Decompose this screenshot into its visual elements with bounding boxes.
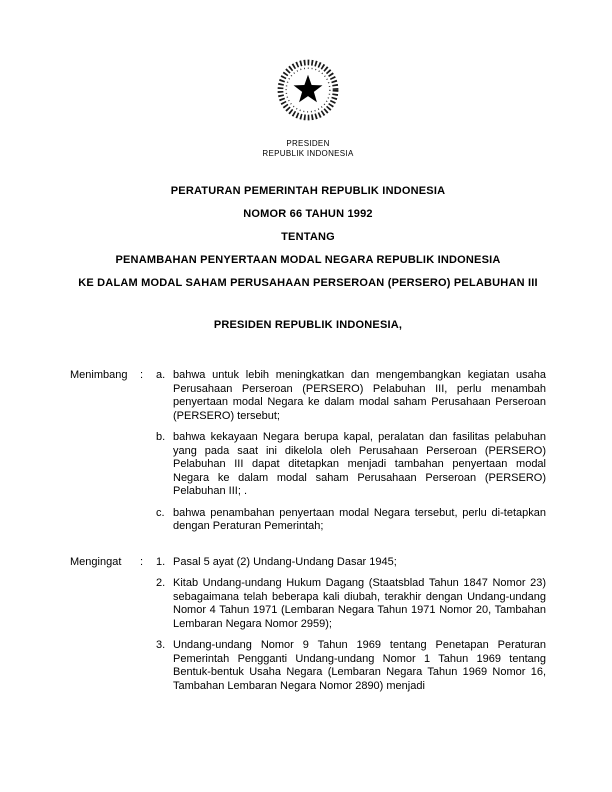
section-label: Mengingat — [70, 555, 122, 568]
title-subject-line1: PENAMBAHAN PENYERTAAN MODAL NEGARA REPUBLIK INDONESIA — [115, 254, 501, 266]
item-text: bahwa kekayaan Negara berupa kapal, peralatan dan fasilitas pelabuhan yang pada saat ini dikelola oleh Perusahaan Perseroan (PERSERO) Pelabuhan III dapat ditetapkan menjadi tambahan penyertaan modal Negara ke dalam modal saham Perusahaan Perseroan (PERSERO) Pelabuhan III; . — [173, 431, 546, 497]
document-title-block — [70, 185, 546, 289]
item-text: Kitab Undang-undang Hukum Dagang (Staatsblad Tahun 1847 Nomor 23) sebagaimana telah beberapa kali diubah, terakhir dengan Undang-undang Nomor 4 Tahun 1971 (Lembaran Negara Tahun 1971 Nomor 20, Tambahan Lembaran Negara Nomor 2959); — [173, 577, 546, 630]
section-items — [156, 369, 546, 534]
presidential-emblem — [70, 52, 546, 133]
item-marker: a. — [156, 369, 166, 381]
org-name-republik: REPUBLIK INDONESIA — [262, 149, 354, 158]
list-item — [156, 369, 546, 423]
title-number: NOMOR 66 TAHUN 1992 — [243, 208, 373, 220]
section-items — [156, 556, 546, 694]
list-item — [156, 639, 546, 693]
list-item — [156, 577, 546, 631]
item-marker: c. — [156, 506, 165, 519]
list-item — [156, 556, 546, 570]
org-name-presiden: PRESIDEN — [286, 139, 330, 148]
item-marker: 3. — [156, 639, 166, 651]
item-text: Undang-undang Nomor 9 Tahun 1969 tentang Penetapan Peraturan Pemerintah Pengganti Undang-undang Nomor 1 Tahun 1969 tentang Bentuk-bentuk Usaha Negara (Lembaran Negara Tahun 1969 Nomor 16, Tambahan Lembaran Negara Nomor 2890) menjadi — [173, 639, 546, 692]
item-text: bahwa untuk lebih meningkatkan dan mengembangkan kegiatan usaha Perusahaan Perseroan (PERSERO) Pelabuhan III, perlu menambah penyertaan modal Negara ke dalam modal saham Perusahaan Perseroan (PERSERO) tersebut; — [173, 369, 546, 422]
title-regulation: PERATURAN PEMERINTAH REPUBLIK INDONESIA — [170, 185, 446, 197]
document-body — [70, 369, 546, 693]
item-marker: 2. — [156, 577, 166, 589]
section-menimbang — [70, 369, 546, 534]
item-marker: 1. — [156, 555, 166, 568]
section-colon: : — [140, 369, 144, 381]
item-text: bahwa penambahan penyertaan modal Negara tersebut, perlu di-tetapkan dengan Peraturan Pemerintah; — [173, 506, 546, 532]
item-marker: b. — [156, 431, 166, 443]
section-colon: : — [140, 555, 144, 568]
salutation: PRESIDEN REPUBLIK INDONESIA, — [213, 319, 403, 331]
title-tentang: TENTANG — [281, 231, 335, 243]
list-item — [156, 507, 546, 534]
title-subject-line2: KE DALAM MODAL SAHAM PERUSAHAAN PERSEROAN (PERSERO) PELABUHAN III — [78, 277, 538, 289]
item-text: Pasal 5 ayat (2) Undang-Undang Dasar 1945; — [173, 555, 397, 568]
section-mengingat — [70, 556, 546, 694]
section-label: Menimbang — [70, 369, 128, 381]
list-item — [156, 431, 546, 499]
star-wreath-emblem-icon — [270, 52, 346, 128]
